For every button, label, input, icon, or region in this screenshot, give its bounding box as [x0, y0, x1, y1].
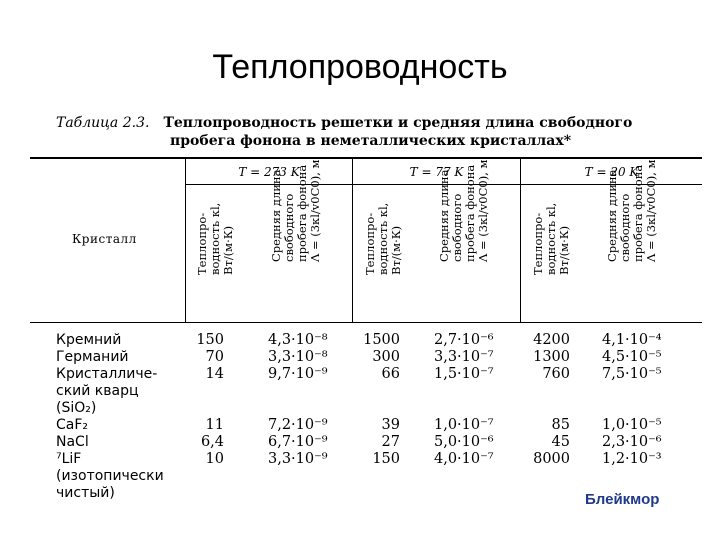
crystal-column-header: Кристалл: [72, 232, 137, 246]
conductivity-77: 39: [381, 417, 400, 433]
header-conductivity-text: Теплопро- водность κl, Вт/(м·К): [531, 202, 571, 275]
table-row: [0, 366, 720, 383]
author-signature: Блейкмор: [585, 491, 660, 508]
column-divider: [520, 158, 521, 322]
crystal-name: (изотопически: [56, 468, 164, 484]
free-path-20: 1,2·10⁻³: [602, 451, 662, 467]
conductivity-20: 1300: [533, 349, 570, 365]
conductivity-20: 85: [551, 417, 570, 433]
crystal-name: чистый): [56, 485, 115, 501]
caption-label: Таблица 2.3.: [56, 115, 150, 131]
slide-title: Теплопроводность: [212, 48, 508, 86]
crystal-name: CaF₂: [56, 417, 89, 433]
table-row: [0, 468, 720, 485]
free-path-273: 9,7·10⁻⁹: [268, 366, 328, 382]
free-path-20: 4,1·10⁻⁴: [602, 332, 662, 348]
free-path-20: 1,0·10⁻⁵: [602, 417, 662, 433]
column-divider: [185, 158, 186, 322]
conductivity-273: 6,4: [200, 434, 224, 450]
free-path-273: 7,2·10⁻⁹: [268, 417, 328, 433]
header-conductivity-273: [196, 190, 252, 318]
conductivity-273: 150: [196, 332, 224, 348]
header-free-path-text: Средняя длина свободного пробега фонона Λ = (3κl/v0C0), м: [437, 159, 490, 262]
table-row: [0, 417, 720, 434]
header-free-path-text: Средняя длина свободного пробега фонона Λ = (3κl/v0C0), м: [269, 159, 322, 262]
crystal-name: ский кварц: [56, 383, 139, 399]
free-path-273: 6,7·10⁻⁹: [268, 434, 328, 450]
header-free-path-text: Средняя длина свободного пробега фонона Λ = (3κl/v0C0), м: [605, 159, 658, 262]
group-header-273: T = 273 K: [238, 165, 300, 179]
group-header-77: T = 77 K: [409, 165, 464, 179]
header-conductivity-text: Теплопро- водность κl, Вт/(м·К): [195, 202, 235, 275]
crystal-name: Кремний: [56, 332, 122, 348]
conductivity-77: 27: [381, 434, 400, 450]
free-path-20: 7,5·10⁻⁵: [602, 366, 662, 382]
free-path-77: 5,0·10⁻⁶: [434, 434, 494, 450]
conductivity-20: 760: [542, 366, 570, 382]
table-row: [0, 451, 720, 468]
conductivity-273: 11: [205, 417, 224, 433]
header-conductivity-text: Теплопро- водность κl, Вт/(м·К): [363, 202, 403, 275]
conductivity-77: 150: [372, 451, 400, 467]
conductivity-273: 10: [205, 451, 224, 467]
table-body: [0, 332, 720, 502]
table-row: [0, 434, 720, 451]
crystal-name: ⁷LiF: [56, 451, 82, 467]
table-row: [0, 400, 720, 417]
caption-line-1: Теплопроводность решетки и средняя длина свободного: [163, 115, 633, 131]
group-header-20: T = 20 K: [584, 165, 639, 179]
free-path-77: 4,0·10⁻⁷: [434, 451, 494, 467]
free-path-77: 1,0·10⁻⁷: [434, 417, 494, 433]
free-path-273: 4,3·10⁻⁸: [268, 332, 328, 348]
header-free-path-77: [437, 159, 494, 318]
header-bottom-rule: [30, 322, 702, 323]
header-conductivity-20: [532, 190, 588, 318]
free-path-20: 2,3·10⁻⁶: [602, 434, 662, 450]
conductivity-77: 66: [381, 366, 400, 382]
conductivity-20: 4200: [533, 332, 570, 348]
conductivity-273: 14: [205, 366, 224, 382]
table-row: [0, 349, 720, 366]
free-path-20: 4,5·10⁻⁵: [602, 349, 662, 365]
conductivity-20: 8000: [533, 451, 570, 467]
table-caption: [56, 114, 656, 150]
free-path-77: 2,7·10⁻⁶: [434, 332, 494, 348]
table-row: [0, 383, 720, 400]
conductivity-273: 70: [205, 349, 224, 365]
crystal-name: (SiO₂): [56, 400, 97, 416]
free-path-77: 3,3·10⁻⁷: [434, 349, 494, 365]
crystal-name: Кристалличе-: [56, 366, 158, 382]
free-path-273: 3,3·10⁻⁹: [268, 451, 328, 467]
conductivity-77: 1500: [363, 332, 400, 348]
crystal-name: Германий: [56, 349, 129, 365]
header-conductivity-77: [364, 190, 420, 318]
column-divider: [352, 158, 353, 322]
conductivity-20: 45: [551, 434, 570, 450]
conductivity-77: 300: [372, 349, 400, 365]
free-path-273: 3,3·10⁻⁸: [268, 349, 328, 365]
caption-line-2: пробега фонона в неметаллических кристаллах*: [170, 133, 572, 149]
crystal-name: NaCl: [56, 434, 89, 450]
table-row: [0, 332, 720, 349]
free-path-77: 1,5·10⁻⁷: [434, 366, 494, 382]
